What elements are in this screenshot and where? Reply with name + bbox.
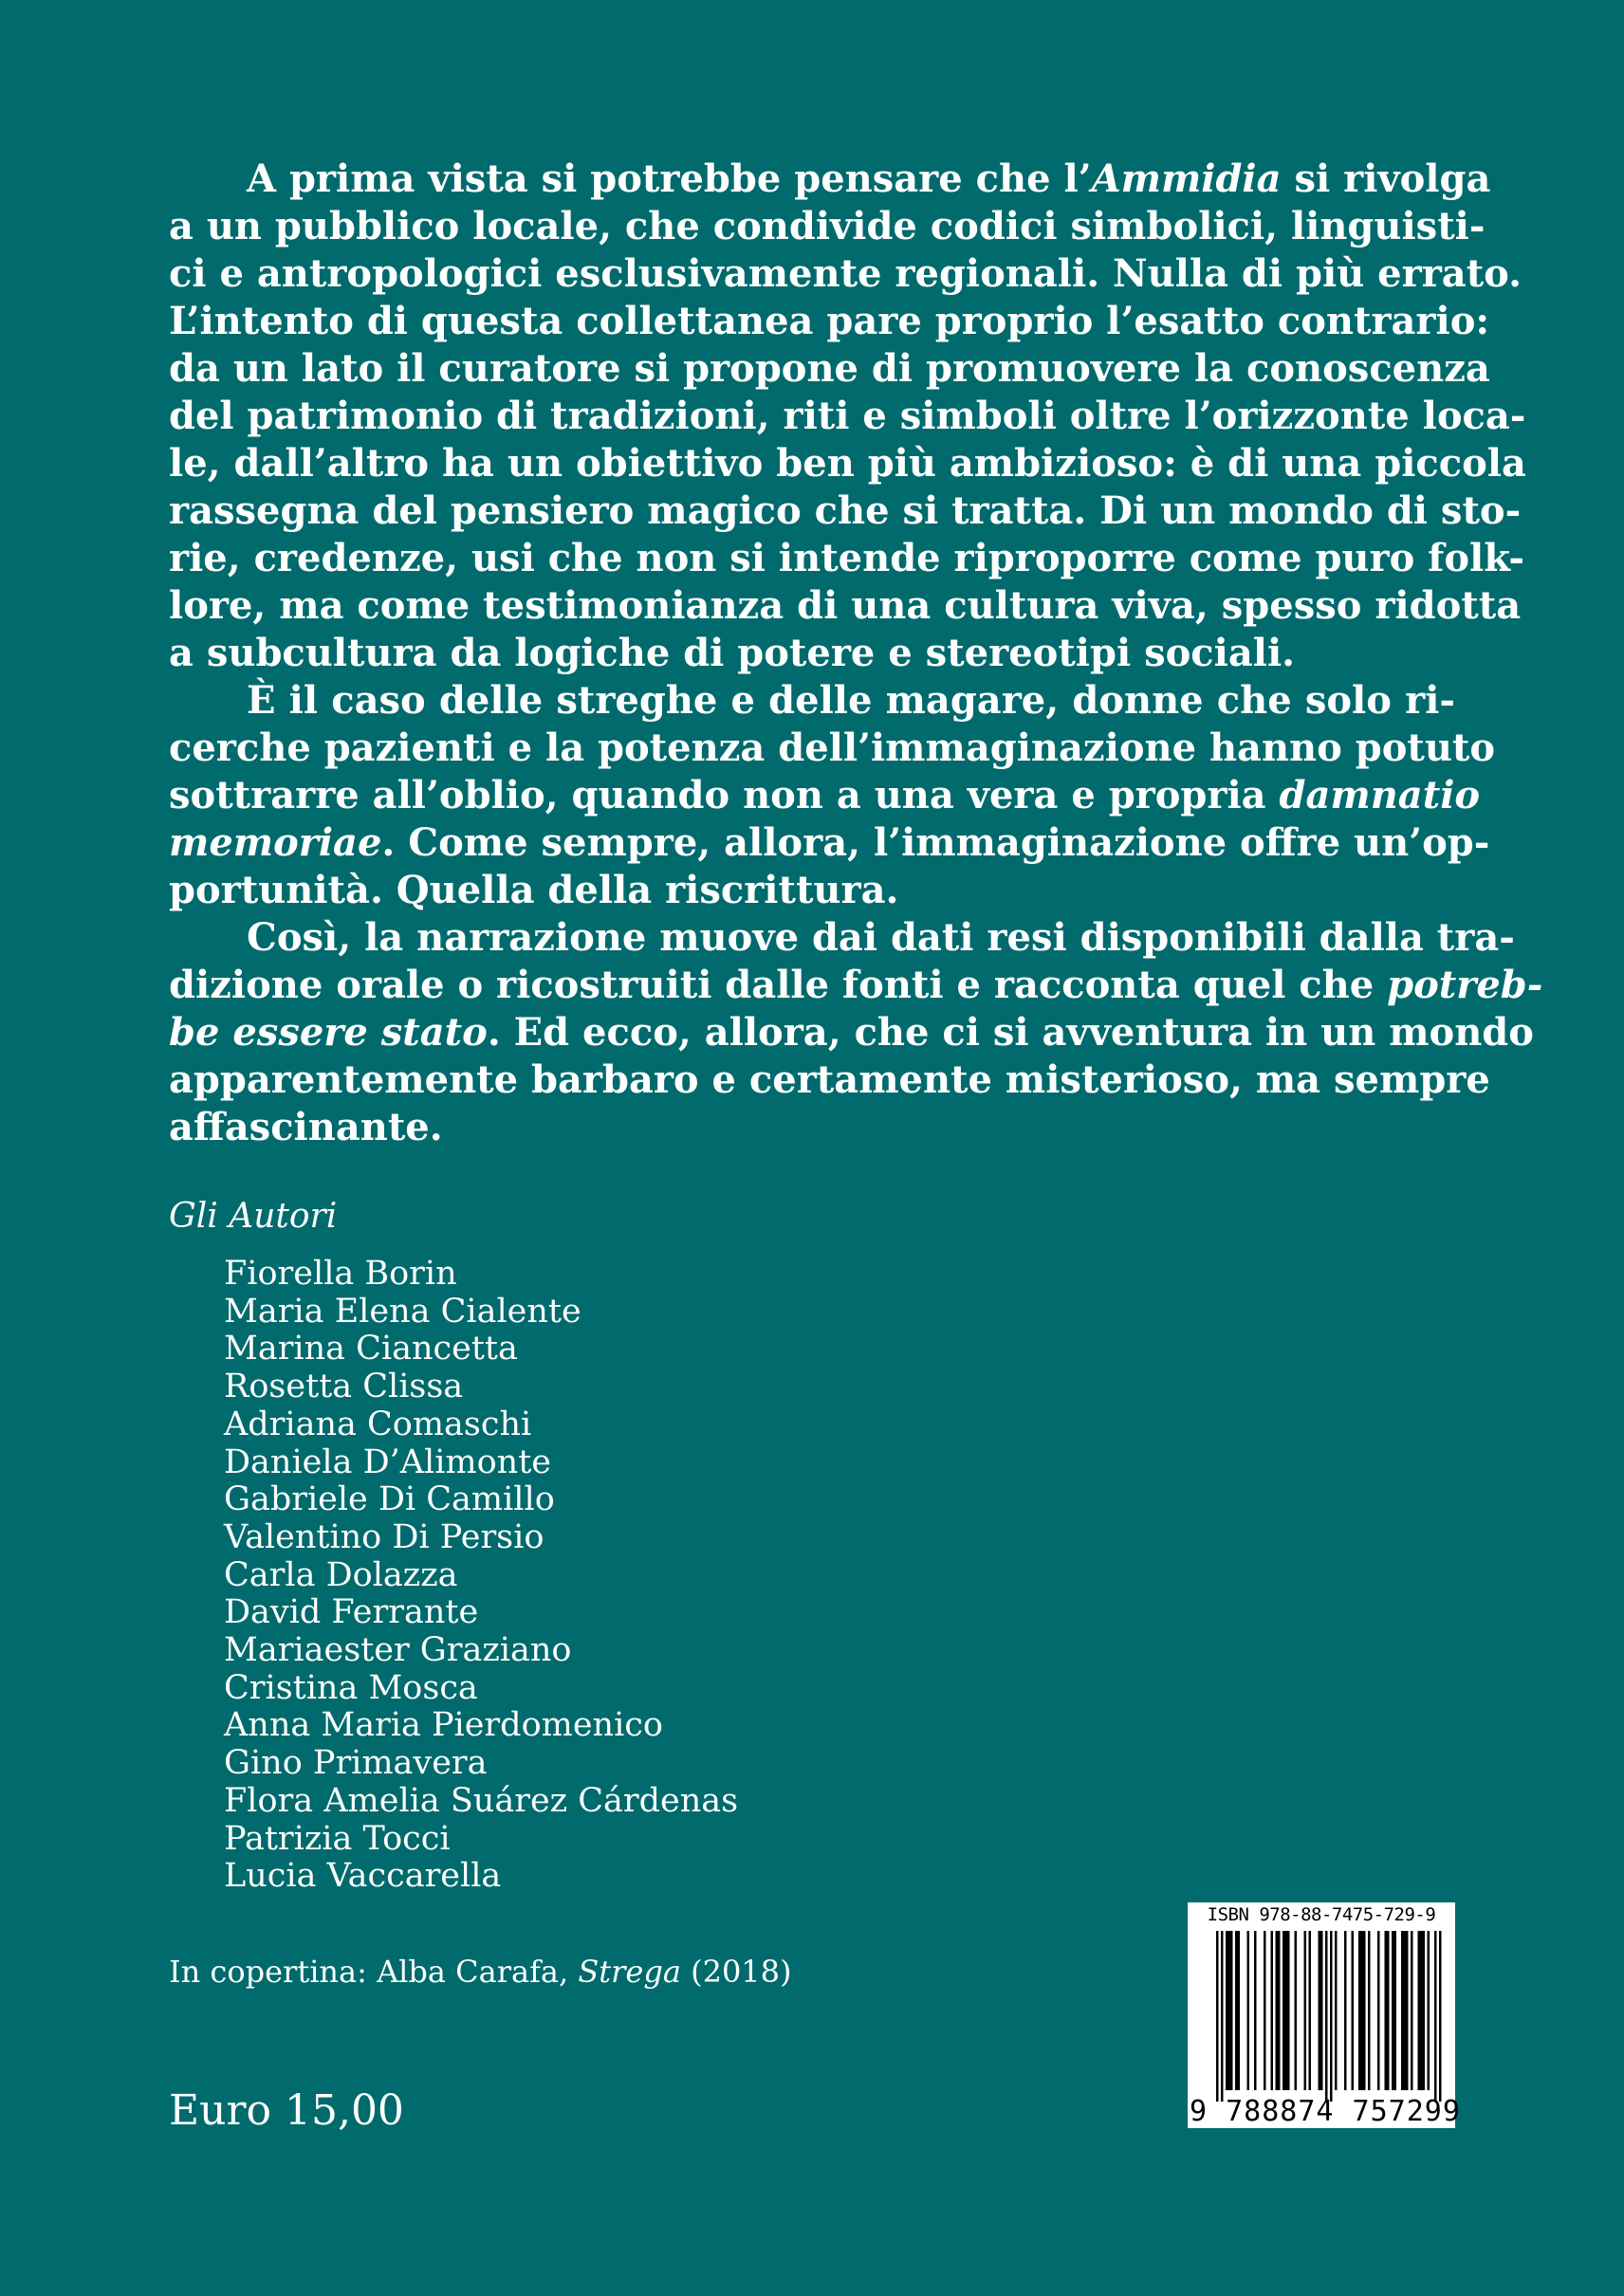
barcode-bar — [1235, 1931, 1238, 2090]
barcode-bar — [1283, 1931, 1285, 2090]
barcode-bar — [1264, 1931, 1266, 2090]
author-name: Valentino Di Persio — [224, 1517, 544, 1556]
latin-emphasis: damnatio — [1279, 773, 1481, 817]
barcode-bar — [1352, 1931, 1355, 2090]
author-name: Lucia Vaccarella — [224, 1857, 502, 1896]
barcode-bar — [1309, 1931, 1312, 2090]
blurb-line: cerche pazienti e la potenza dell’immaginazione hanno potuto — [169, 726, 1496, 770]
barcode-bar — [1238, 1931, 1241, 2090]
blurb-paragraph-1 — [169, 156, 1526, 677]
barcode-bar — [1304, 1931, 1307, 2090]
barcode-bar — [1428, 1931, 1430, 2090]
blurb-line: le, dall’altro ha un obiettivo ben più ambizioso: è di una piccola — [169, 441, 1526, 486]
blurb-paragraph-3 — [169, 914, 1543, 1151]
blurb-line: dizione orale o ricostruiti dalle fonti e racconta quel che potreb- — [169, 963, 1543, 1007]
blurb-line: affascinante. — [169, 1105, 443, 1149]
barcode-bar — [1335, 1931, 1338, 2090]
blurb-line: L’intento di questa collettanea pare proprio l’esatto contrario: — [169, 299, 1490, 343]
barcode-bar — [1221, 1931, 1224, 2102]
cover-credit: In copertina: Alba Carafa, Strega (2018) — [169, 1954, 792, 1990]
isbn-barcode — [1188, 1902, 1461, 2128]
author-name: Mariaester Graziano — [224, 1631, 572, 1670]
barcode-bar — [1285, 1931, 1288, 2090]
author-name: Flora Amelia Suárez Cárdenas — [224, 1781, 739, 1820]
barcode-bar — [1287, 1931, 1290, 2090]
barcode-bar — [1385, 1931, 1388, 2090]
barcode-bar — [1319, 1931, 1321, 2090]
author-name: Maria Elena Cialente — [224, 1292, 581, 1331]
blurb-line: Così, la narrazione muove dai dati resi disponibili dalla tra- — [247, 915, 1515, 960]
blurb-line: apparentemente barbaro e certamente misterioso, ma sempre — [169, 1057, 1490, 1102]
back-cover-blurb — [169, 156, 1543, 1151]
blurb-line: a un pubblico locale, che condivide codici simbolici, linguisti- — [169, 204, 1486, 248]
ean-digits: 9 788874 757299 — [1190, 2095, 1461, 2128]
blurb-paragraph-2 — [169, 677, 1496, 914]
barcode-bar — [1295, 1931, 1298, 2090]
barcode-bar — [1423, 1931, 1426, 2090]
blurb-line: ci e antropologici esclusivamente regionali. Nulla di più errato. — [169, 251, 1522, 296]
blurb-line: del patrimonio di tradizioni, riti e simboli oltre l’orizzonte loca- — [169, 394, 1526, 438]
barcode-bar — [1278, 1931, 1281, 2090]
author-name: Daniela D’Alimonte — [224, 1442, 551, 1481]
author-name: Rosetta Clissa — [224, 1368, 464, 1406]
barcode-bar — [1271, 1931, 1274, 2090]
barcode-bar — [1230, 1931, 1233, 2090]
barcode-bar — [1330, 1931, 1333, 2102]
authors-list — [224, 1256, 738, 1896]
blurb-line: lore, ma come testimonianza di una cultura viva, spesso ridotta — [169, 583, 1522, 628]
author-name: David Ferrante — [224, 1593, 479, 1632]
blurb-line: da un lato il curatore si propone di promuovere la conoscenza — [169, 346, 1490, 391]
barcode-bar — [1226, 1931, 1228, 2090]
author-name: Patrizia Tocci — [224, 1819, 451, 1858]
barcode-bar — [1439, 1931, 1442, 2102]
barcode-bar — [1325, 1931, 1328, 2102]
barcode-bar — [1254, 1931, 1257, 2090]
barcode-bar — [1418, 1931, 1421, 2090]
barcode-bar — [1363, 1931, 1366, 2090]
author-name: Adriana Comaschi — [224, 1405, 532, 1443]
barcode-bar — [1320, 1931, 1323, 2090]
title-emphasis: Ammidia — [1091, 156, 1282, 201]
barcode-bar — [1411, 1931, 1413, 2090]
barcode-bar — [1216, 1931, 1219, 2102]
blurb-line: memoriae. Come sempre, allora, l’immaginazione offre un’op- — [169, 820, 1490, 865]
blurb-line: A prima vista si potrebbe pensare che l’Ammidia si rivolga — [247, 156, 1491, 201]
barcode-bar — [1420, 1931, 1423, 2090]
author-name: Gino Primavera — [224, 1744, 488, 1783]
blurb-line: rassegna del pensiero magico che si tratta. Di un mondo di sto- — [169, 488, 1522, 533]
blurb-line: sottrarre all’oblio, quando non a una vera e propria damnatio — [169, 773, 1481, 817]
italic-emphasis: be essere stato — [169, 1010, 488, 1055]
blurb-line: È il caso delle streghe e delle magare, donne che solo ri- — [247, 678, 1455, 723]
blurb-line: portunità. Quella della riscrittura. — [169, 868, 899, 912]
author-name: Cristina Mosca — [224, 1668, 478, 1707]
price: Euro 15,00 — [169, 2086, 404, 2135]
italic-emphasis: potreb- — [1387, 963, 1543, 1007]
barcode-bar — [1358, 1931, 1361, 2090]
barcode-bar — [1247, 1931, 1250, 2090]
barcode-bar — [1228, 1931, 1231, 2090]
author-name: Anna Maria Pierdomenico — [224, 1706, 663, 1745]
barcode-bar — [1368, 1931, 1371, 2090]
barcode-bar — [1401, 1931, 1404, 2090]
barcode-bar — [1276, 1931, 1279, 2090]
barcode-bar — [1377, 1931, 1380, 2090]
author-name: Carla Dolazza — [224, 1555, 458, 1594]
author-name: Gabriele Di Camillo — [224, 1480, 555, 1519]
barcode-bar — [1404, 1931, 1407, 2090]
isbn-label: ISBN 978-88-7475-729-9 — [1207, 1904, 1436, 1925]
artwork-title: Strega — [578, 1954, 681, 1990]
barcode-bar — [1361, 1931, 1364, 2090]
barcode-bar — [1392, 1931, 1394, 2090]
barcode-bar — [1406, 1931, 1409, 2090]
latin-emphasis: memoriae — [169, 820, 382, 865]
barcode-bar — [1344, 1931, 1347, 2090]
barcode-bar — [1434, 1931, 1437, 2102]
blurb-line: rie, credenze, usi che non si intende riproporre come puro folk- — [169, 536, 1524, 580]
authors-heading: Gli Autori — [169, 1197, 338, 1236]
author-name: Marina Ciancetta — [224, 1330, 518, 1368]
barcode-bar — [1394, 1931, 1397, 2090]
author-name: Fiorella Borin — [224, 1255, 457, 1293]
blurb-line: a subcultura da logiche di potere e stereotipi sociali. — [169, 631, 1296, 675]
barcode-bar — [1387, 1931, 1390, 2090]
blurb-line: be essere stato. Ed ecco, allora, che ci si avventura in un mondo — [169, 1010, 1534, 1055]
